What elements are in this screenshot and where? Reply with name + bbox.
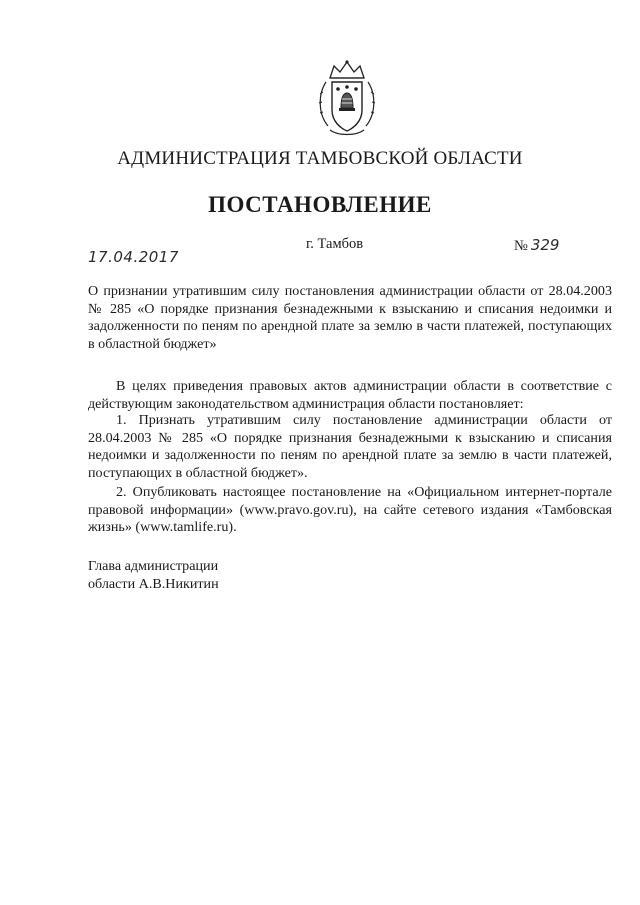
document-number — [514, 236, 559, 255]
organization-name: АДМИНИСТРАЦИЯ ТАМБОВСКОЙ ОБЛАСТИ — [117, 148, 523, 169]
number-sign: № — [514, 238, 528, 254]
document-type-title: ПОСТАНОВЛЕНИЕ — [208, 192, 432, 217]
resolution-title: О признании утратившим силу постановления администрации области от 28.04.2003 № 285 «О порядке признания безнадежными к взысканию и списания недоимки и задолженности по пеням по арендной плате за землю в части платежей, поступающих в областной бюджет» — [88, 283, 612, 352]
preamble-paragraph: В целях приведения правовых актов администрации области в соответствие с действующим законодательством администрация области постановляет: — [88, 378, 612, 412]
document-city: г. Тамбов — [306, 236, 364, 252]
document-date: 17.04.2017 — [88, 248, 179, 266]
resolution-item-2: 2. Опубликовать настоящее постановление на «Официальном интернет-портале правовой информации» (www.pravo.gov.ru), на сайте сетевого издания «Тамбовская жизнь» (www.tamlife.ru). — [88, 484, 612, 536]
signature-line-1: Глава администрации — [88, 558, 219, 574]
signature-block — [88, 558, 219, 593]
signature-line-2: области А.В.Никитин — [88, 575, 219, 592]
number-value: 329 — [530, 236, 560, 254]
coat-of-arms-emblem — [316, 58, 378, 138]
resolution-item-1: 1. Признать утратившим силу постановление администрации области от 28.04.2003 № 285 «О порядке признания безнадежными к взысканию и списания недоимки и задолженности по пеням по арендной плате за землю в части платежей, поступающих в областной бюджет». — [88, 412, 612, 481]
